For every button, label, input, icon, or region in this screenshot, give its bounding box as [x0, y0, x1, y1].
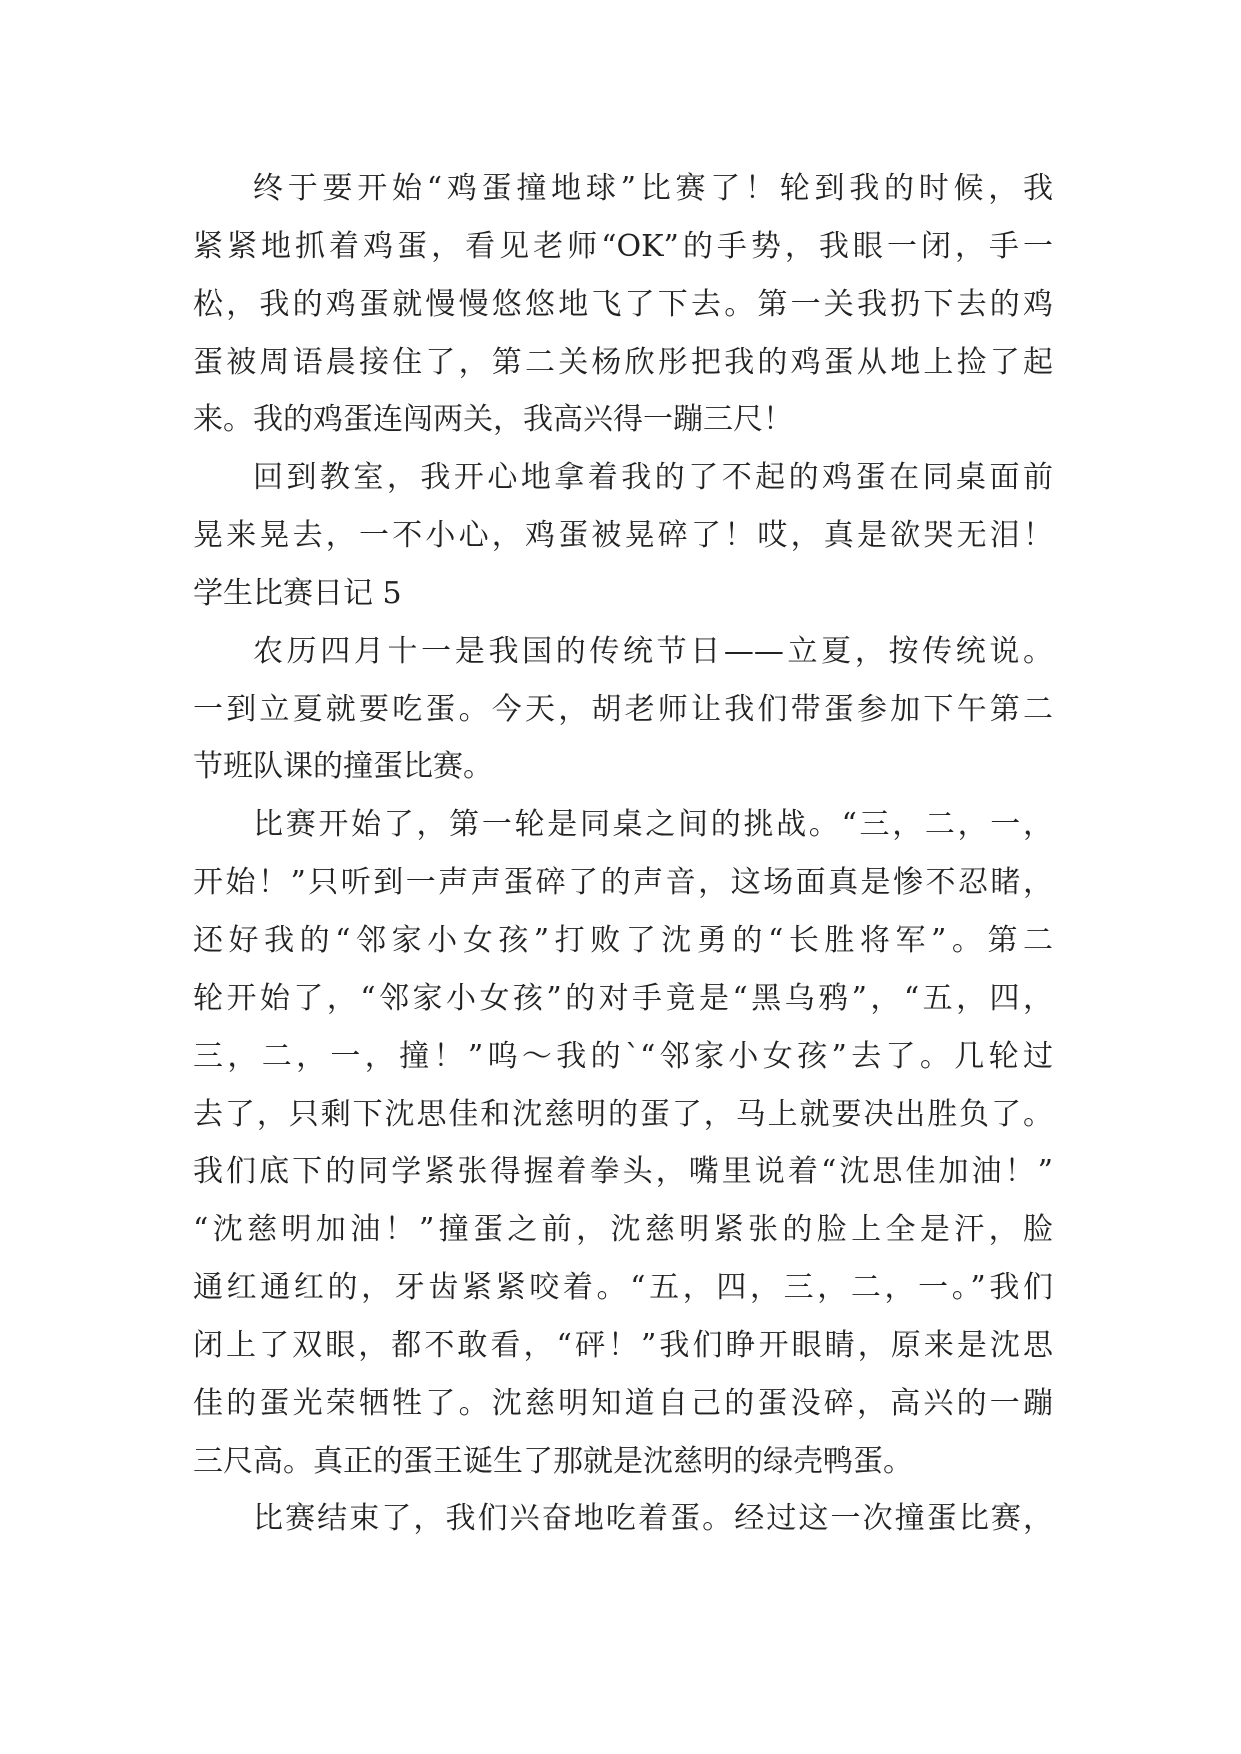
text-line: 终于要开始“鸡蛋撞地球”比赛了！轮到我的时候，我 [253, 171, 1053, 206]
text-line: 佳的蛋光荣牺牲了。沈慈明知道自己的蛋没碎，高兴的一蹦 [193, 1385, 1053, 1421]
text-line: 节班队课的撞蛋比赛。 [193, 749, 493, 785]
text-line: 轮开始了，“邻家小女孩”的对手竟是“黑乌鸦”，“五，四， [193, 980, 1053, 1016]
text-line: 紧紧地抓着鸡蛋，看见老师“OK”的手势，我眼一闭，手一 [193, 228, 1053, 264]
text-line: 回到教室，我开心地拿着我的了不起的鸡蛋在同桌面前 [253, 460, 1053, 496]
section-heading: 学生比赛日记 5 [193, 575, 402, 611]
text-line: “沈慈明加油！”撞蛋之前，沈慈明紧张的脸上全是汗，脸 [193, 1212, 1053, 1248]
text-line: 开始！”只听到一声声蛋碎了的声音，这场面真是惨不忍睹， [193, 865, 1053, 901]
text-line: 还好我的“邻家小女孩”打败了沈勇的“长胜将军”。第二 [193, 922, 1053, 958]
text-line: 比赛结束了，我们兴奋地吃着蛋。经过这一次撞蛋比赛， [253, 1501, 1053, 1537]
text-line: 通红通红的，牙齿紧紧咬着。“五，四，三，二，一。”我们 [193, 1270, 1053, 1306]
text-line: 晃来晃去，一不小心，鸡蛋被晃碎了！哎，真是欲哭无泪！ [193, 518, 1053, 554]
text-line: 去了，只剩下沈思佳和沈慈明的蛋了，马上就要决出胜负了。 [193, 1096, 1053, 1132]
document-body [193, 160, 1053, 1548]
text-line: 比赛开始了，第一轮是同桌之间的挑战。“三，二，一， [253, 807, 1053, 843]
text-line: 农历四月十一是我国的传统节日——立夏，按传统说。 [253, 633, 1053, 669]
text-line: 闭上了双眼，都不敢看，“砰！”我们睁开眼睛，原来是沈思 [193, 1327, 1053, 1363]
text-line: 我们底下的同学紧张得握着拳头，嘴里说着“沈思佳加油！” [193, 1154, 1053, 1190]
text-line: 来。我的鸡蛋连闯两关，我高兴得一蹦三尺！ [193, 402, 793, 438]
text-line: 一到立夏就要吃蛋。今天，胡老师让我们带蛋参加下午第二 [193, 691, 1053, 727]
text-line: 松，我的鸡蛋就慢慢悠悠地飞了下去。第一关我扔下去的鸡 [193, 286, 1053, 322]
text-line: 三，二，一，撞！”呜～我的`“邻家小女孩”去了。几轮过 [193, 1038, 1053, 1074]
text-line: 蛋被周语晨接住了，第二关杨欣彤把我的鸡蛋从地上捡了起 [193, 344, 1053, 380]
text-line: 三尺高。真正的蛋王诞生了那就是沈慈明的绿壳鸭蛋。 [193, 1443, 913, 1479]
